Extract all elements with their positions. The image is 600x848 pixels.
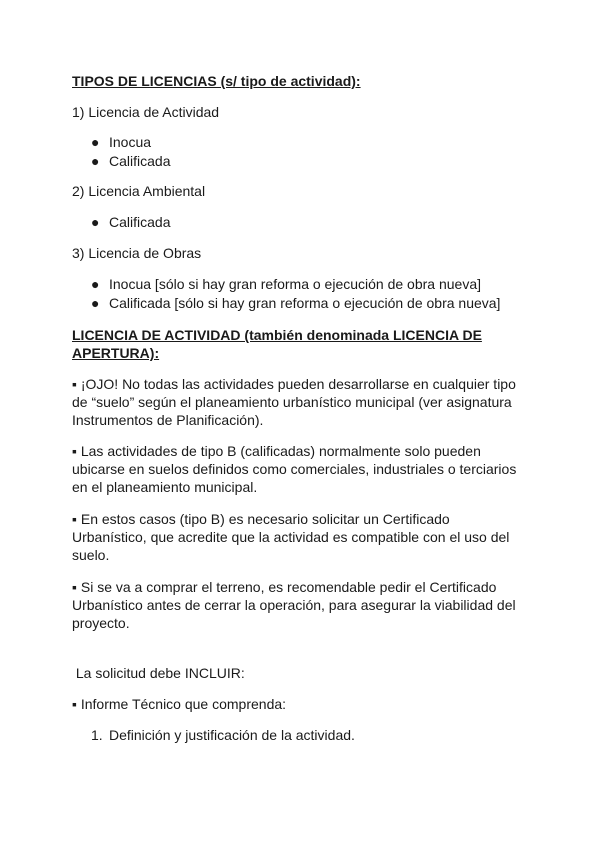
paragraph-line: ▪ ¡OJO! No todas las actividades pueden desarrollarse en cualquier tipo <box>72 376 516 392</box>
list-item-text: Definición y justificación de la actividad. <box>109 727 355 743</box>
bullet-icon: ● <box>91 153 100 169</box>
paragraph-line: proyecto. <box>72 615 130 631</box>
heading-tipos-licencias: TIPOS DE LICENCIAS (s/ tipo de actividad): <box>72 73 361 89</box>
list-item: ● Inocua <box>91 134 152 150</box>
solicitud-line: La solicitud debe INCLUIR: <box>72 665 245 681</box>
heading-licencia-actividad-line1: LICENCIA DE ACTIVIDAD (también denominada LICENCIA DE <box>72 327 482 343</box>
bullet-icon: ● <box>91 295 100 311</box>
paragraph-line: Instrumentos de Planificación). <box>72 412 264 428</box>
bullet-icon: ● <box>91 276 100 292</box>
paragraph-line: Urbanístico antes de cerrar la operación, para asegurar la viabilidad del <box>72 597 516 613</box>
list-item: ● Calificada <box>91 214 171 230</box>
paragraph-line: ▪ En estos casos (tipo B) es necesario solicitar un Certificado <box>72 511 450 527</box>
informe-line: ▪ Informe Técnico que comprenda: <box>72 696 287 712</box>
bullet-icon: ● <box>91 214 100 230</box>
list-item: ● Calificada <box>91 153 171 169</box>
list-number: 1. <box>91 727 103 743</box>
paragraph-line: Urbanístico, que acredite que la actividad es compatible con el uso del <box>72 529 510 545</box>
paragraph-line: ▪ Si se va a comprar el terreno, es recomendable pedir el Certificado <box>72 579 497 595</box>
list-item: ● Inocua [sólo si hay gran reforma o ejecución de obra nueva] <box>91 276 482 292</box>
license-type-title: 3) Licencia de Obras <box>72 245 202 261</box>
paragraph-line: ▪ Las actividades de tipo B (calificadas) normalmente solo pueden <box>72 443 481 459</box>
paragraph-line: ubicarse en suelos definidos como comerciales, industriales o terciarios <box>72 461 517 477</box>
license-type-title: 1) Licencia de Actividad <box>72 104 220 120</box>
list-item: ● Calificada [sólo si hay gran reforma o ejecución de obra nueva] <box>91 295 501 311</box>
paragraph-line: de “suelo” según el planeamiento urbanístico municipal (ver asignatura <box>72 394 512 410</box>
numbered-list-item <box>91 726 355 744</box>
paragraph-line: suelo. <box>72 547 110 563</box>
heading-licencia-actividad-line2: APERTURA): <box>72 345 160 361</box>
license-type-title: 2) Licencia Ambiental <box>72 183 206 199</box>
paragraph-line: en el planeamiento municipal. <box>72 479 258 495</box>
bullet-icon: ● <box>91 134 100 150</box>
